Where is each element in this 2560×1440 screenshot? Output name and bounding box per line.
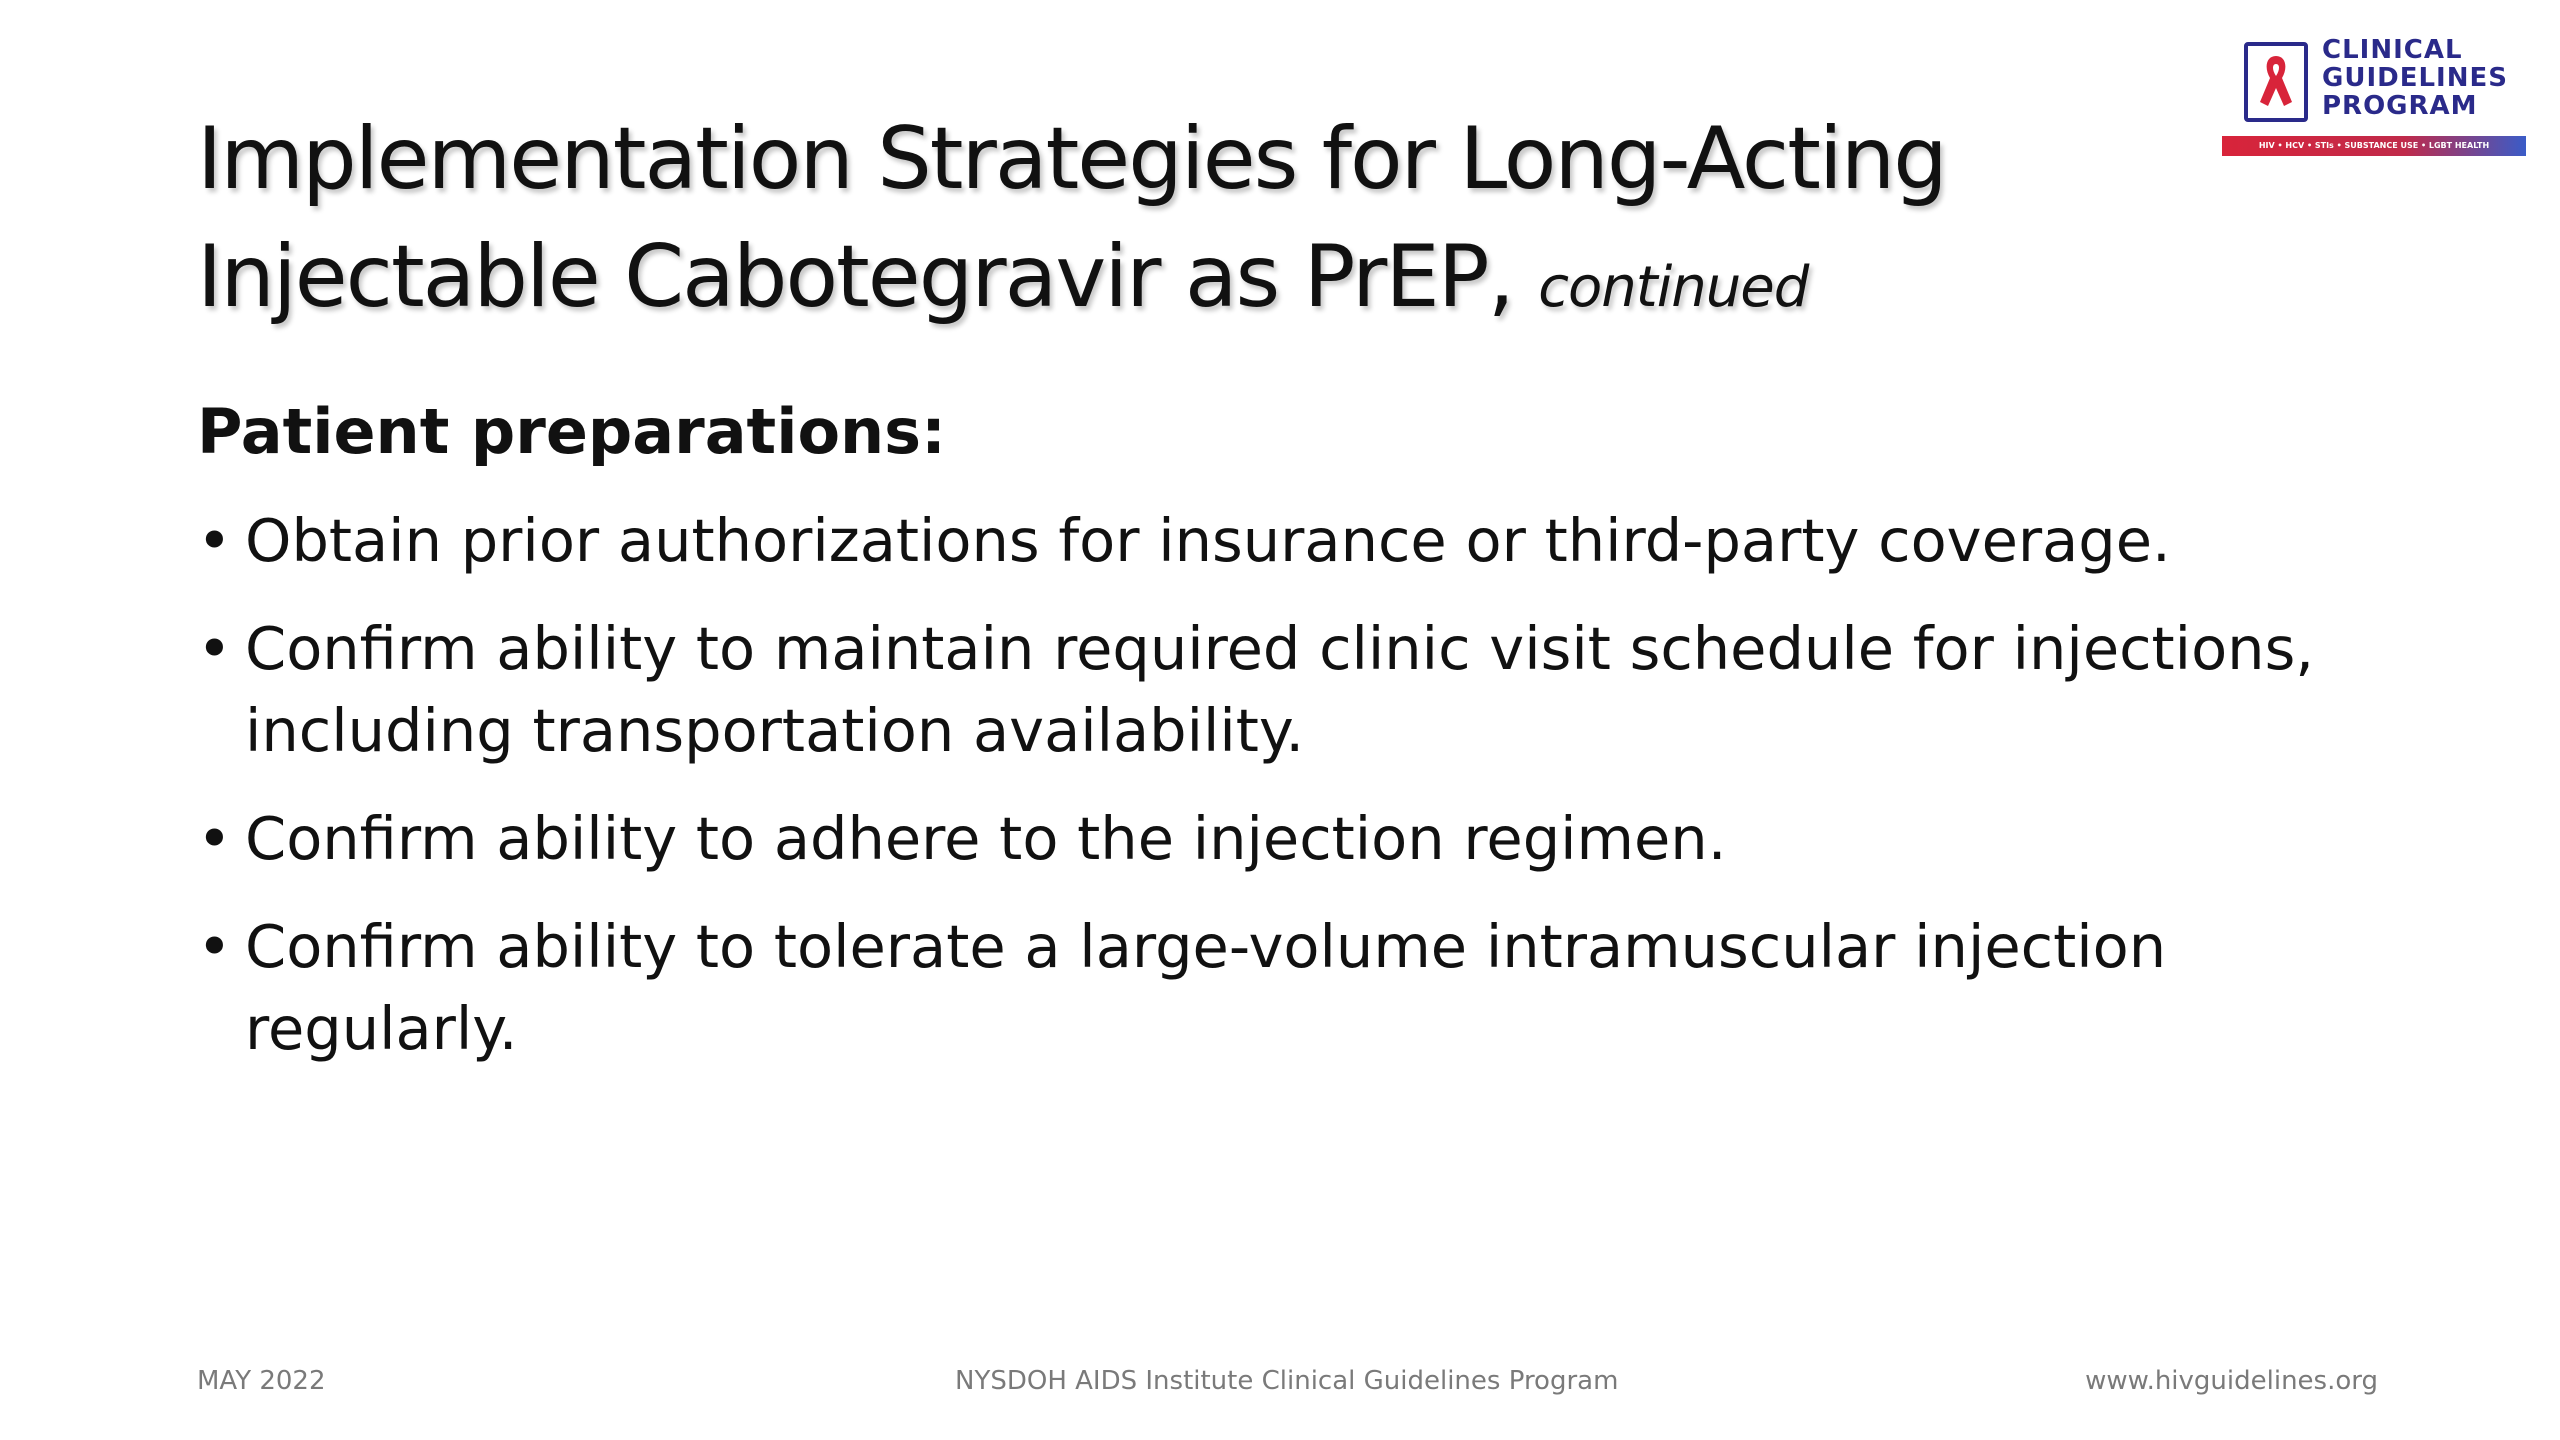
title-line-2-text: Injectable Cabotegravir as PrEP, [197,227,1513,327]
title-line-1: Implementation Strategies for Long-Acting [197,109,1946,209]
bullet-item [197,608,2457,772]
title-continued: continued [1538,255,1809,320]
logo-wordmark [2322,36,2508,120]
bullet-item [197,500,2457,582]
footer-program: NYSDOH AIDS Institute Clinical Guidelines Program [955,1366,1619,1396]
bullet-icon: • [197,912,232,981]
section-heading: Patient preparations: [197,395,946,468]
red-ribbon-icon [2248,46,2304,118]
clinical-guidelines-logo [2222,36,2540,162]
bullet-icon: • [197,506,232,575]
title-line-2 [197,218,2147,347]
footer-date: MAY 2022 [197,1366,326,1396]
logo-badge [2244,42,2308,122]
bullet-text: Confirm ability to adhere to the injection regimen. [245,804,1727,873]
bullet-list [197,500,2457,1096]
slide-title [197,100,2147,347]
bullet-icon: • [197,614,232,683]
logo-line-1: CLINICAL [2322,35,2463,65]
logo-line-2: GUIDELINES [2322,63,2508,93]
bullet-item [197,798,2457,880]
logo-tagline: HIV • HCV • STIs • SUBSTANCE USE • LGBT HEALTH [2258,141,2490,150]
bullet-icon: • [197,804,232,873]
bullet-text: Obtain prior authorizations for insurance or third-party coverage. [245,506,2171,575]
bullet-text: Confirm ability to maintain required clinic visit schedule for injections, including transportation availability. [245,614,2315,765]
bullet-item [197,906,2457,1070]
bullet-text: Confirm ability to tolerate a large-volume intramuscular injection regularly. [245,912,2167,1063]
logo-line-3: PROGRAM [2322,91,2478,121]
footer-url: www.hivguidelines.org [2085,1366,2378,1396]
